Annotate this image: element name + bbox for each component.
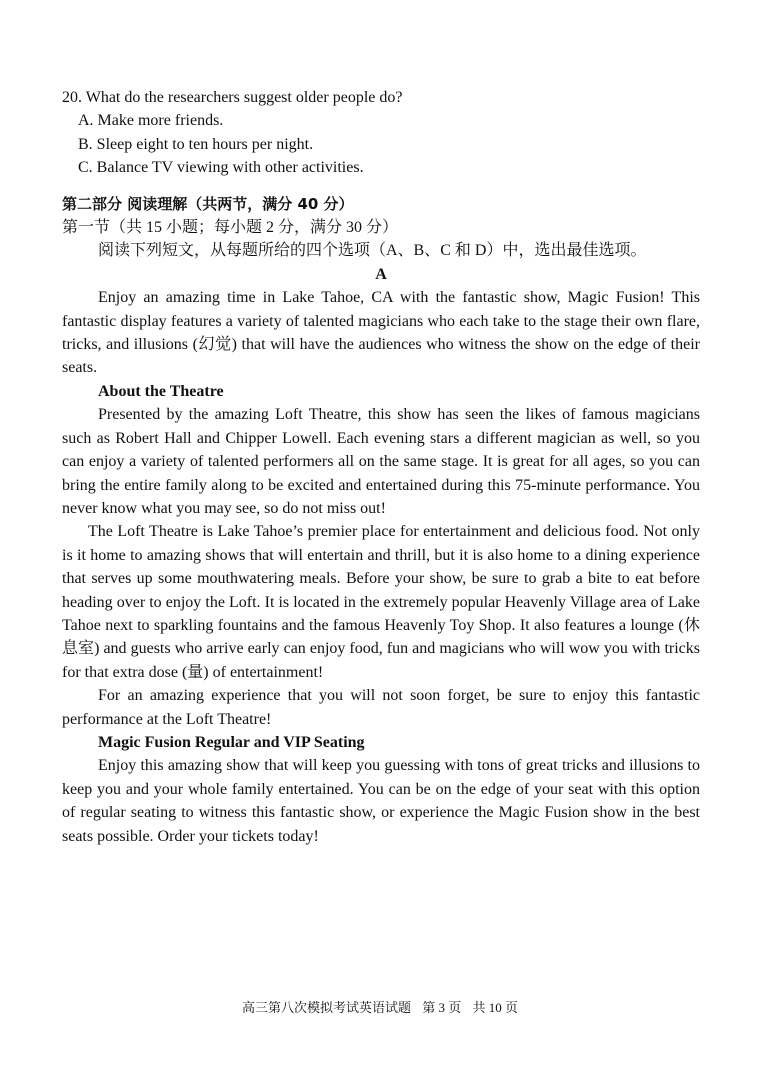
footer-exam-title: 高三第八次模拟考试英语试题 <box>241 1000 411 1015</box>
spacer <box>62 180 700 193</box>
passage-a-paragraph-2: Presented by the amazing Loft Theatre, this show has seen the likes of famous magicians such as Robert Hall and Chipper Lowell. Each evening stars a different magician as well, so you can enjoy a variety of talented performers all on the same stage. It is great for all ages, so you can bring the entire family along to be excited and entertained during this 75-minute performance. You never know what you may see, so do not miss out! <box>62 406 700 517</box>
seating-heading: Magic Fusion Regular and VIP Seating <box>98 733 365 751</box>
passage-a-paragraph-1: Enjoy an amazing time in Lake Tahoe, CA with the fantastic show, Magic Fusion! This fantastic display features a variety of talented magicians who each take to the stage their own flare, tricks, and illusions (幻觉) that will have the audiences who witness the show on the edge of their seats. <box>62 289 700 377</box>
passage-a-paragraph-5: Enjoy this amazing show that will keep you guessing with tons of great tricks and illusions to keep you and your whole family entertained. You can be on the edge of your seat with this option of regular seating to witness this fantastic show, or experience the Magic Fusion show in the best seats possible. Order your tickets today! <box>62 757 700 845</box>
question-20-option-c: C. Balance TV viewing with other activities. <box>78 159 364 177</box>
footer-page-number: 第 3 页 <box>422 1000 462 1015</box>
section-1-title: 第一节（共 15 小题；每小题 2 分，满分 30 分） <box>62 219 399 237</box>
passage-a-paragraph-3: The Loft Theatre is Lake Tahoe’s premier place for entertainment and delicious food. Not only is it home to amazing shows that will entertain and thrill, but it is also home to a dining experience that serves up some mouthwatering meals. Before your show, be sure to grab a bite to eat before heading over to enjoy the Loft. It is located in the extremely popular Heavenly Village area of Lake Tahoe next to sparkling fountains and the famous Heavenly Toy Shop. It also features a lounge (休息室) and guests who arrive early can enjoy food, fun and magicians who will wow you with tricks for that extra dose (量) of entertainment! <box>62 523 700 681</box>
footer-total-pages: 共 10 页 <box>472 1000 519 1015</box>
passage-a-label: A <box>375 265 387 283</box>
question-20-option-a: A. Make more friends. <box>78 112 224 130</box>
passage-a-paragraph-4: For an amazing experience that you will not soon forget, be sure to enjoy this fantastic performance at the Loft Theatre! <box>62 687 700 728</box>
part-2-title: 第二部分 阅读理解（共两节，满分 40 分） <box>62 194 354 213</box>
page-footer <box>0 996 760 1019</box>
reading-instruction: 阅读下列短文，从每题所给的四个选项（A、B、C 和 D）中，选出最佳选项。 <box>98 242 647 260</box>
about-theatre-heading: About the Theatre <box>98 382 224 400</box>
question-20-stem: 20. What do the researchers suggest older people do? <box>62 89 403 106</box>
question-20-option-b: B. Sleep eight to ten hours per night. <box>78 135 314 153</box>
